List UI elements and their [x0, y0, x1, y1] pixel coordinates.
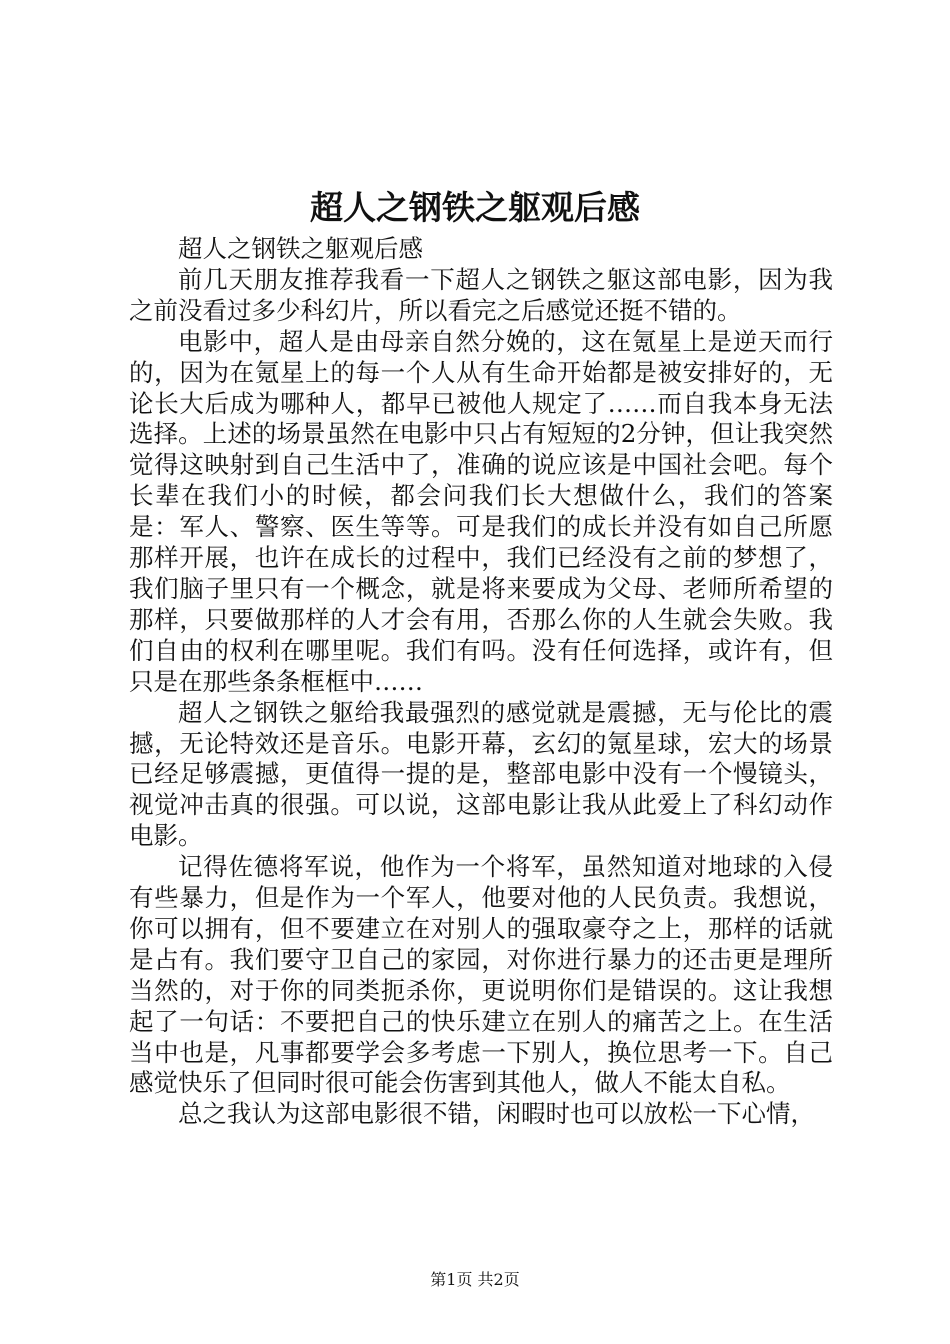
page-footer: 第1页 共2页	[430, 1270, 520, 1289]
paragraph: 超人之钢铁之躯给我最强烈的感觉就是震撼，无与伦比的震撼，无论特效还是音乐。电影开幕，玄幻的氪星球，宏大的场景已经足够震撼，更值得一提的是，整部电影中没有一个慢镜头，视觉冲击真的很强。可以说，这部电影让我从此爱上了科幻动作电影。	[129, 697, 833, 851]
document-title: 超人之钢铁之躯观后感	[310, 188, 640, 227]
paragraph: 电影中，超人是由母亲自然分娩的，这在氪星上是逆天而行的，因为在氪星上的每一个人从有生命开始都是被安排好的，无论长大后成为哪种人，都早已被他人规定了……而自我本身无法选择。上述的场景虽然在电影中只占有短短的2分钟，但让我突然觉得这映射到自己生活中了，准确的说应该是中国社会吧。每个长辈在我们小的时候，都会问我们长大想做什么，我们的答案是：军人、警察、医生等等。可是我们的成长并没有如自己所愿那样开展，也许在成长的过程中，我们已经没有之前的梦想了，我们脑子里只有一个概念，就是将来要成为父母、老师所希望的那样，只要做那样的人才会有用，否那么你的人生就会失败。我们自由的权利在哪里呢。我们有吗。没有任何选择，或许有，但只是在那些条条框框中……	[129, 326, 833, 696]
paragraph: 超人之钢铁之躯观后感	[178, 234, 423, 263]
paragraph: 总之我认为这部电影很不错，闲暇时也可以放松一下心情，	[178, 1099, 815, 1129]
document-body	[129, 234, 833, 1130]
paragraph: 前几天朋友推荐我看一下超人之钢铁之躯这部电影，因为我之前没看过多少科幻片，所以看完之后感觉还挺不错的。	[129, 264, 833, 325]
paragraph: 记得佐德将军说，他作为一个将军，虽然知道对地球的入侵有些暴力，但是作为一个军人，他要对他的人民负责。我想说，你可以拥有，但不要建立在对别人的强取豪夺之上，那样的话就是占有。我们要守卫自己的家园，对你进行暴力的还击更是理所当然的，对于你的同类扼杀你，更说明你们是错误的。这让我想起了一句话：不要把自己的快乐建立在别人的痛苦之上。在生活当中也是，凡事都要学会多考虑一下别人，换位思考一下。自己感觉快乐了但同时很可能会伤害到其他人，做人不能太自私。	[129, 852, 833, 1098]
